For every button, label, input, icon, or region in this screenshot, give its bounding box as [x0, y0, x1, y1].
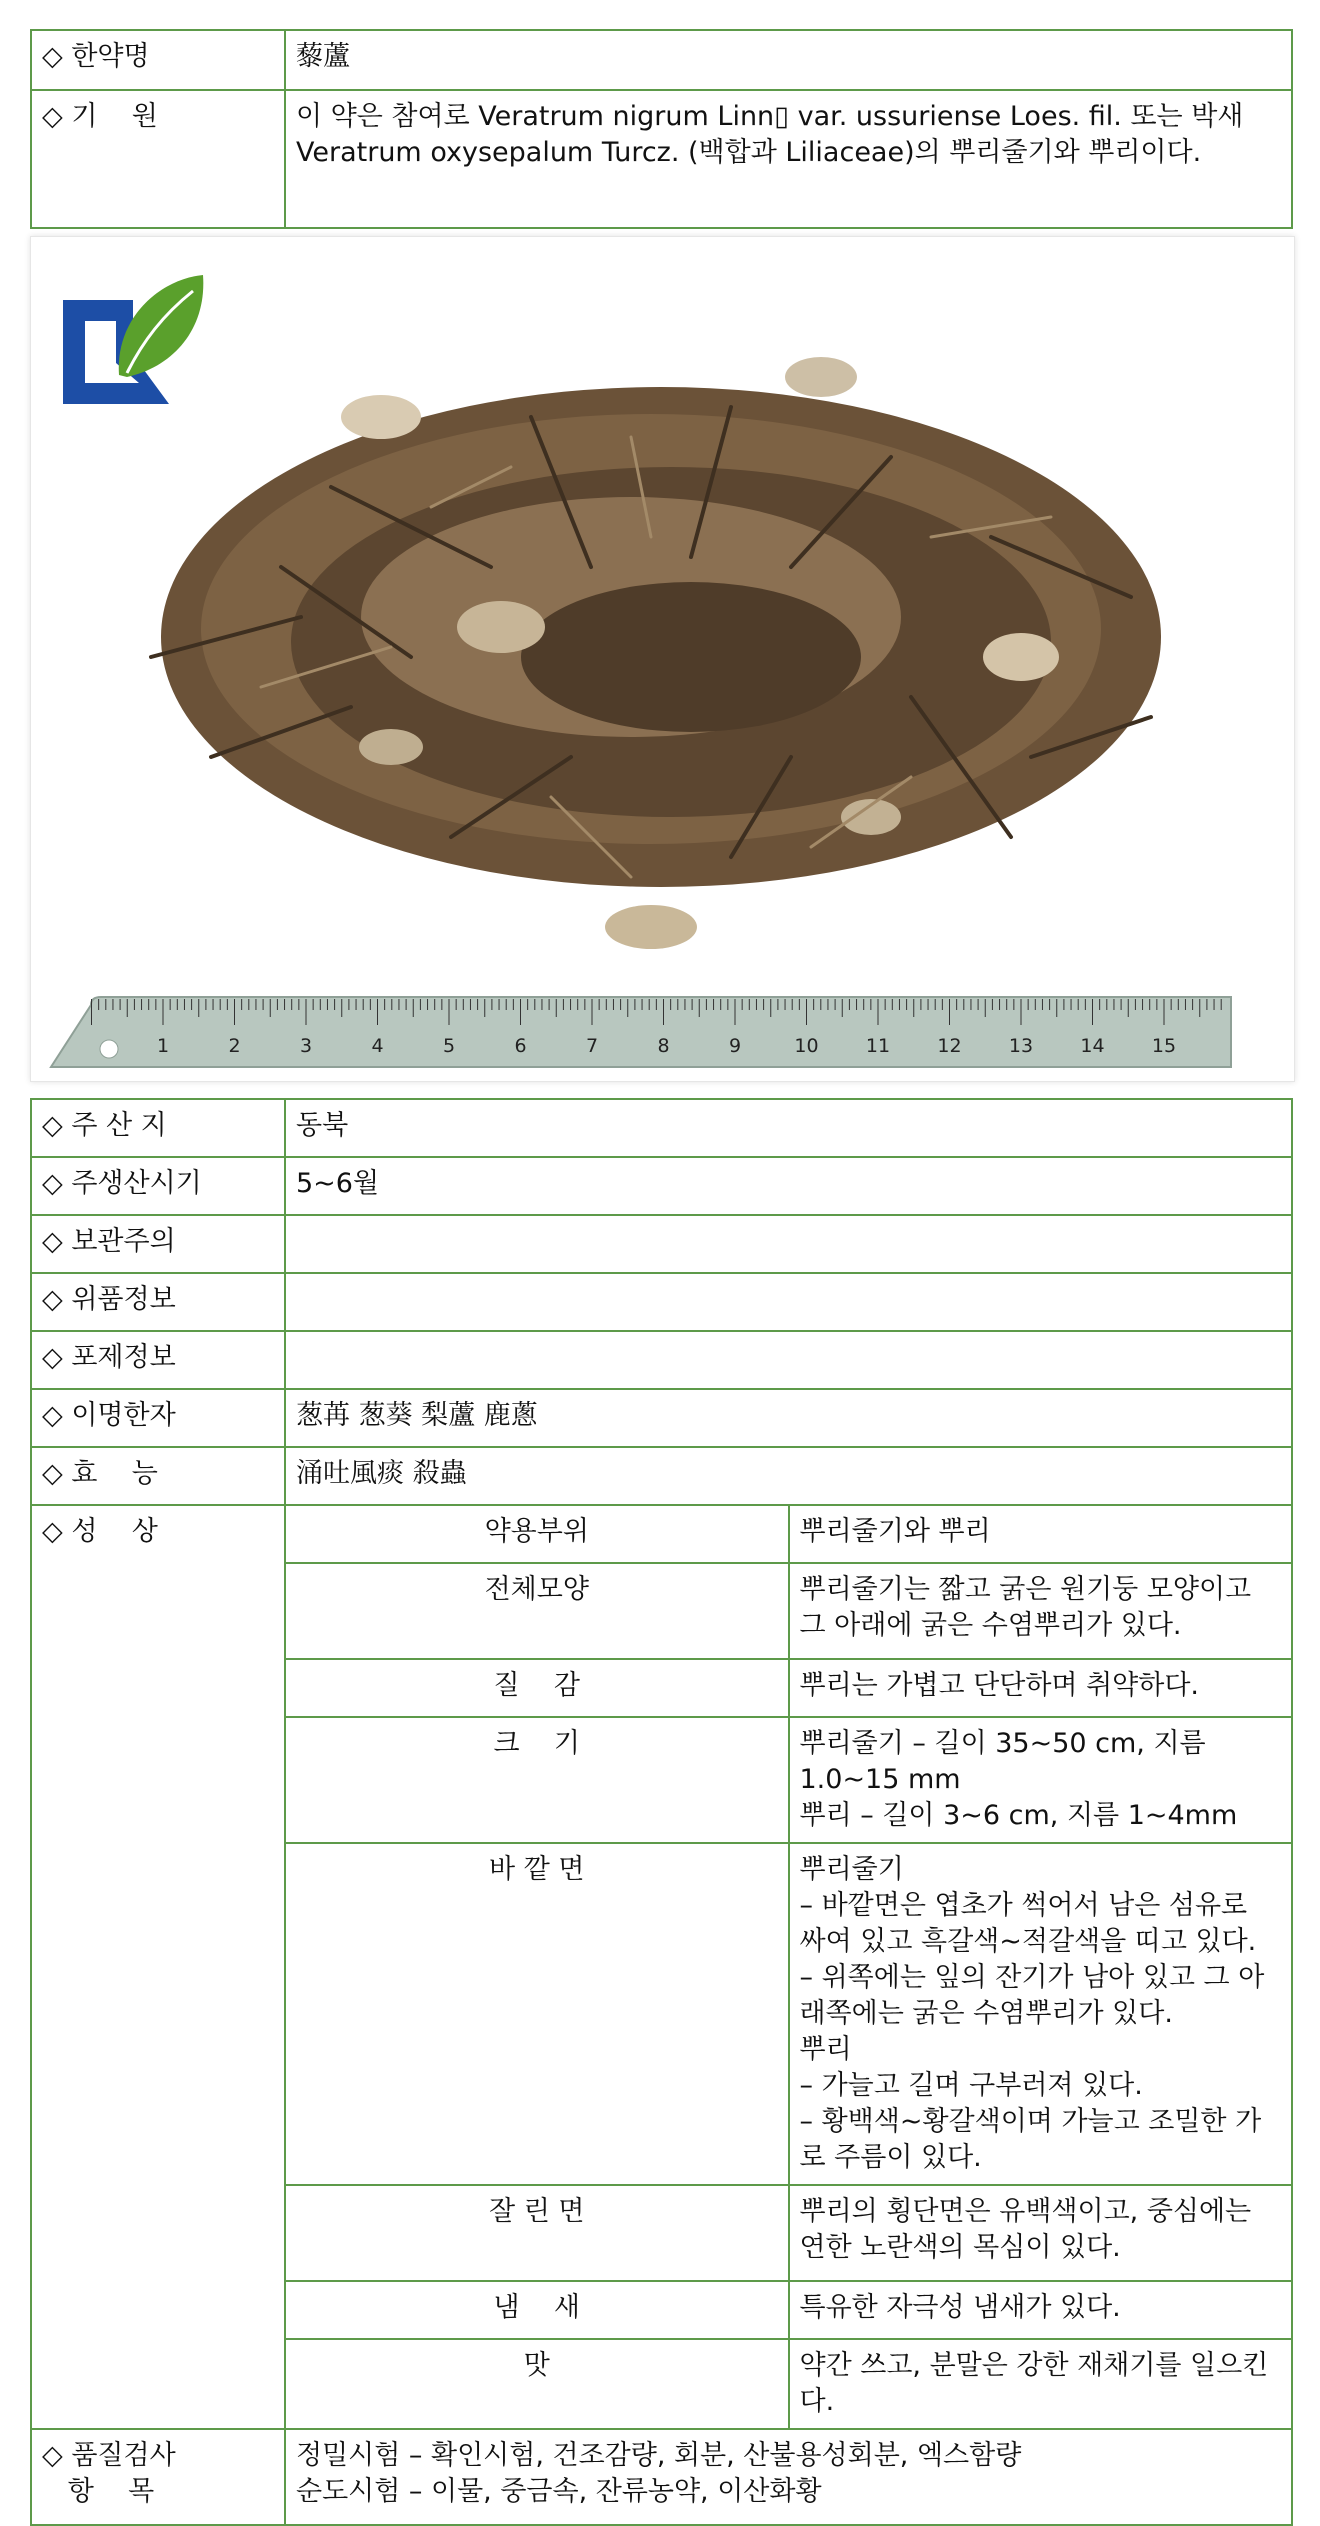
quality-label: ◇ 품질검사 항 목	[31, 2429, 285, 2525]
ruler-number: 11	[865, 1035, 891, 1057]
character-text: 뿌리의 횡단면은 유백색이고, 중심에는 연한 노란색의 목심이 있다.	[789, 2185, 1293, 2281]
name-label: ◇ 한약명	[31, 30, 285, 90]
character-sub-label: 약용부위	[285, 1505, 789, 1563]
herb-photo-frame	[30, 236, 1295, 1082]
ruler-number: 9	[728, 1035, 742, 1057]
character-sub-label: 바 깥 면	[285, 1843, 789, 2185]
herb-photo	[31, 237, 1294, 1081]
info-table	[30, 1098, 1293, 2526]
character-sub-label: 질 감	[285, 1659, 789, 1717]
character-text: 뿌리줄기 – 길이 35~50 cm, 지름 1.0~15 mm 뿌리 – 길이 3~6 cm, 지름 1~4mm	[789, 1717, 1293, 1843]
counterfeit-label: ◇ 위품정보	[31, 1273, 285, 1331]
character-sub-label: 크 기	[285, 1717, 789, 1843]
season-label: ◇ 주생산시기	[31, 1157, 285, 1215]
ruler-number: 13	[1008, 1035, 1034, 1057]
storage-value	[285, 1215, 1292, 1273]
character-sub-label: 잘 린 면	[285, 2185, 789, 2281]
character-text: 뿌리줄기와 뿌리	[789, 1505, 1293, 1563]
measuring-ruler	[51, 997, 1231, 1067]
alias-value: 葱苒 葱葵 梨蘆 鹿蔥	[285, 1389, 1292, 1447]
character-sub-label: 전체모양	[285, 1563, 789, 1659]
character-label: ◇ 성 상	[31, 1505, 285, 2429]
origin-value: 이 약은 참여로 Veratrum nigrum Linn▯ var. ussuriense Loes. fil. 또는 박새 Veratrum oxysepalum Turcz. (백합과 Liliaceae)의 뿌리줄기와 뿌리이다.	[285, 90, 1292, 228]
quality-value: 정밀시험 – 확인시험, 건조감량, 회분, 산불용성회분, 엑스함량 순도시험 – 이물, 중금속, 잔류농약, 이산화황	[285, 2429, 1292, 2525]
dried-root-pile	[151, 357, 1161, 949]
character-sub-label: 냄 새	[285, 2281, 789, 2339]
origin-label: ◇ 기 원	[31, 90, 285, 228]
season-value: 5~6월	[285, 1157, 1292, 1215]
ruler-number: 14	[1080, 1035, 1105, 1057]
effect-label: ◇ 효 능	[31, 1447, 285, 1505]
region-label: ◇ 주 산 지	[31, 1099, 285, 1157]
name-value: 藜蘆	[285, 30, 1292, 90]
character-text: 약간 쓰고, 분말은 강한 재채기를 일으킨다.	[789, 2339, 1293, 2429]
character-text: 특유한 자극성 냄새가 있다.	[789, 2281, 1293, 2339]
character-text: 뿌리줄기 – 바깥면은 엽초가 썩어서 남은 섬유로 싸여 있고 흑갈색~적갈색을 띠고 있다. – 위쪽에는 잎의 잔기가 남아 있고 그 아래쪽에는 굵은 수염뿌리가 있다. 뿌리 – 가늘고 길며 구부러져 있다. – 황백색~황갈색이며 가늘고 조밀한 가로 주름이 있다.	[789, 1843, 1293, 2185]
ruler-number: 12	[937, 1035, 962, 1057]
ruler-number: 7	[585, 1035, 599, 1057]
alias-label: ◇ 이명한자	[31, 1389, 285, 1447]
ruler-labels	[157, 1035, 1176, 1057]
effect-value: 涌吐風痰 殺蟲	[285, 1447, 1292, 1505]
character-text: 뿌리는 가볍고 단단하며 취약하다.	[789, 1659, 1293, 1717]
ruler-number: 4	[371, 1035, 384, 1057]
ruler-number: 8	[657, 1035, 670, 1057]
character-text: 뿌리줄기는 짧고 굵은 원기둥 모양이고 그 아래에 굵은 수염뿌리가 있다.	[789, 1563, 1293, 1659]
ruler-number: 10	[794, 1035, 819, 1057]
ruler-number: 5	[442, 1035, 456, 1057]
ruler-number: 3	[299, 1035, 313, 1057]
storage-label: ◇ 보관주의	[31, 1215, 285, 1273]
region-value: 동북	[285, 1099, 1292, 1157]
ruler-number: 1	[156, 1035, 170, 1057]
ruler-number: 6	[514, 1035, 527, 1057]
processing-value	[285, 1331, 1292, 1389]
header-table	[30, 29, 1293, 229]
processing-label: ◇ 포제정보	[31, 1331, 285, 1389]
ruler-number: 2	[228, 1035, 241, 1057]
counterfeit-value	[285, 1273, 1292, 1331]
ruler-number: 15	[1151, 1035, 1177, 1057]
brand-logo-icon	[63, 275, 203, 404]
character-sub-label: 맛	[285, 2339, 789, 2429]
